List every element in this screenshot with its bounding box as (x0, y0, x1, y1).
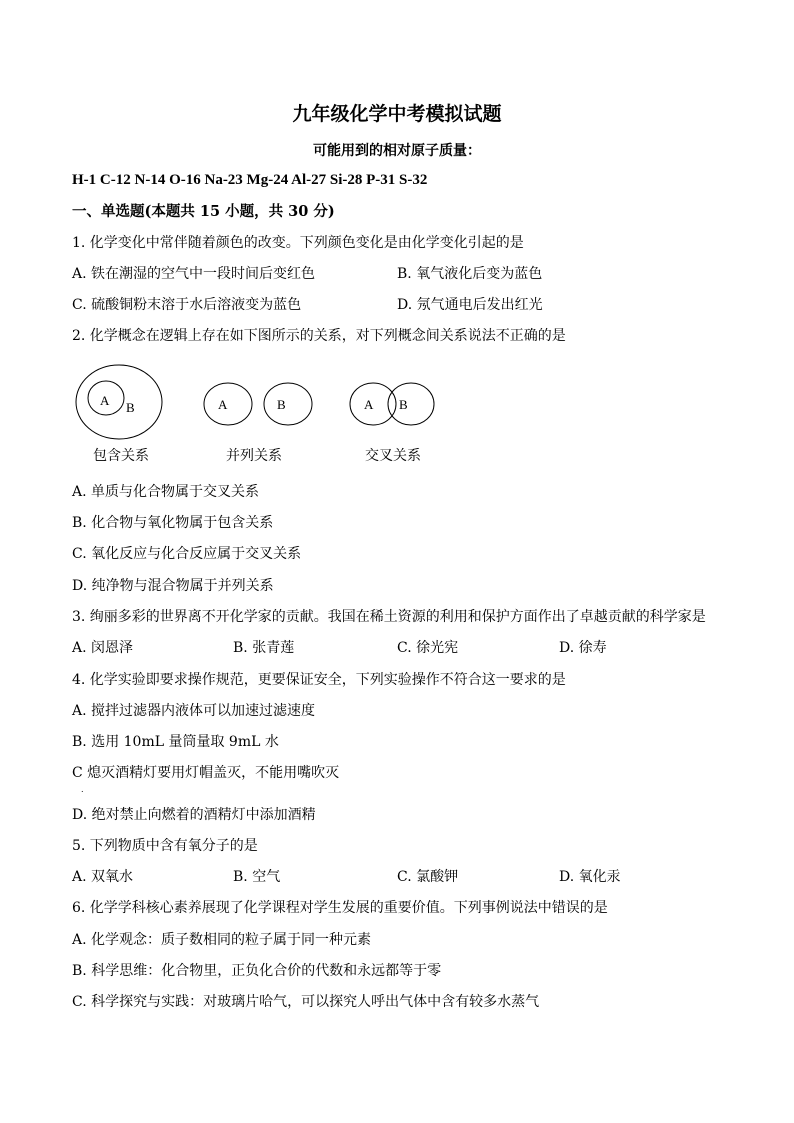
question-3-option-d: D. 徐寿 (559, 640, 607, 656)
question-5-option-d: D. 氧化汞 (559, 869, 621, 885)
parallel-circle-b (264, 383, 312, 425)
question-2-stem: 2. 化学概念在逻辑上存在如下图所示的关系，对下列概念间关系说法不正确的是 (72, 328, 566, 344)
atomic-masses: H-1 C-12 N-14 O-16 Na-23 Mg-24 Al-27 Si-28 P-31 S-32 (72, 172, 428, 188)
question-5-stem: 5. 下列物质中含有氧分子的是 (72, 838, 258, 854)
page-title: 九年级化学中考模拟试题 (292, 103, 502, 125)
contain-label-a: A (100, 393, 110, 408)
question-4-option-a: A. 搅拌过滤器内液体可以加速过滤速度 (72, 703, 316, 719)
contain-relation-figure (76, 365, 162, 439)
parallel-label-a: A (218, 397, 228, 412)
label-cross-relation: 交叉关系 (365, 448, 421, 464)
cross-relation-figure (350, 383, 434, 425)
question-2-option-a: A. 单质与化合物属于交叉关系 (72, 484, 260, 500)
contain-label-b: B (126, 400, 135, 415)
question-4-stem: 4. 化学实验即要求操作规范，更要保证安全，下列实验操作不符合这一要求的是 (72, 672, 566, 688)
question-5-option-b: B. 空气 (233, 869, 281, 885)
question-5-option-c: C. 氯酸钾 (397, 869, 459, 885)
question-4-option-c: C 熄灭酒精灯要用灯帽盖灭，不能用嘴吹灭 (72, 765, 340, 781)
question-3-stem: 3. 绚丽多彩的世界离不开化学家的贡献。我国在稀土资源的利用和保护方面作出了卓越贡献的科学家是 (72, 609, 706, 625)
question-4-option-d: D. 绝对禁止向燃着的酒精灯中添加酒精 (72, 807, 316, 823)
question-6-option-c: C. 科学探究与实践：对玻璃片哈气，可以探究人呼出气体中含有较多水蒸气 (72, 994, 540, 1010)
question-1-stem: 1. 化学变化中常伴随着颜色的改变。下列颜色变化是由化学变化引起的是 (72, 235, 524, 251)
question-1-option-a: A. 铁在潮湿的空气中一段时间后变红色 (72, 266, 316, 282)
cross-circle-b (388, 383, 434, 425)
stray-dot: . (81, 785, 84, 794)
question-3-option-c: C. 徐光宪 (397, 640, 459, 656)
question-1-option-c: C. 硫酸铜粉末溶于水后溶液变为蓝色 (72, 297, 302, 313)
question-3-option-a: A. 闵恩泽 (72, 640, 134, 656)
cross-label-a: A (364, 397, 374, 412)
label-parallel-relation: 并列关系 (226, 448, 282, 464)
parallel-circle-a (204, 383, 252, 425)
subtitle: 可能用到的相对原子质量： (313, 143, 481, 159)
question-6-stem: 6. 化学学科核心素养展现了化学课程对学生发展的重要价值。下列事例说法中错误的是 (72, 900, 608, 916)
question-5-option-a: A. 双氧水 (72, 869, 134, 885)
question-4-option-b: B. 选用 10mL 量筒量取 9mL 水 (72, 734, 279, 750)
label-contain-relation: 包含关系 (93, 448, 149, 464)
section-heading: 一、单选题(本题共 15 小题，共 30 分) (72, 203, 335, 220)
cross-label-b: B (399, 397, 408, 412)
question-2-option-d: D. 纯净物与混合物属于并列关系 (72, 578, 274, 594)
question-6-option-b: B. 科学思维：化合物里，正负化合价的代数和永远都等于零 (72, 963, 442, 979)
parallel-label-b: B (277, 397, 286, 412)
question-1-option-d: D. 氖气通电后发出红光 (397, 297, 543, 313)
question-6-option-a: A. 化学观念：质子数相同的粒子属于同一种元素 (72, 932, 372, 948)
relationship-diagram (60, 358, 460, 448)
parallel-relation-figure (204, 383, 312, 425)
question-2-option-c: C. 氧化反应与化合反应属于交叉关系 (72, 546, 302, 562)
question-3-option-b: B. 张青莲 (233, 640, 295, 656)
question-1-option-b: B. 氧气液化后变为蓝色 (397, 266, 543, 282)
question-2-option-b: B. 化合物与氧化物属于包含关系 (72, 515, 274, 531)
